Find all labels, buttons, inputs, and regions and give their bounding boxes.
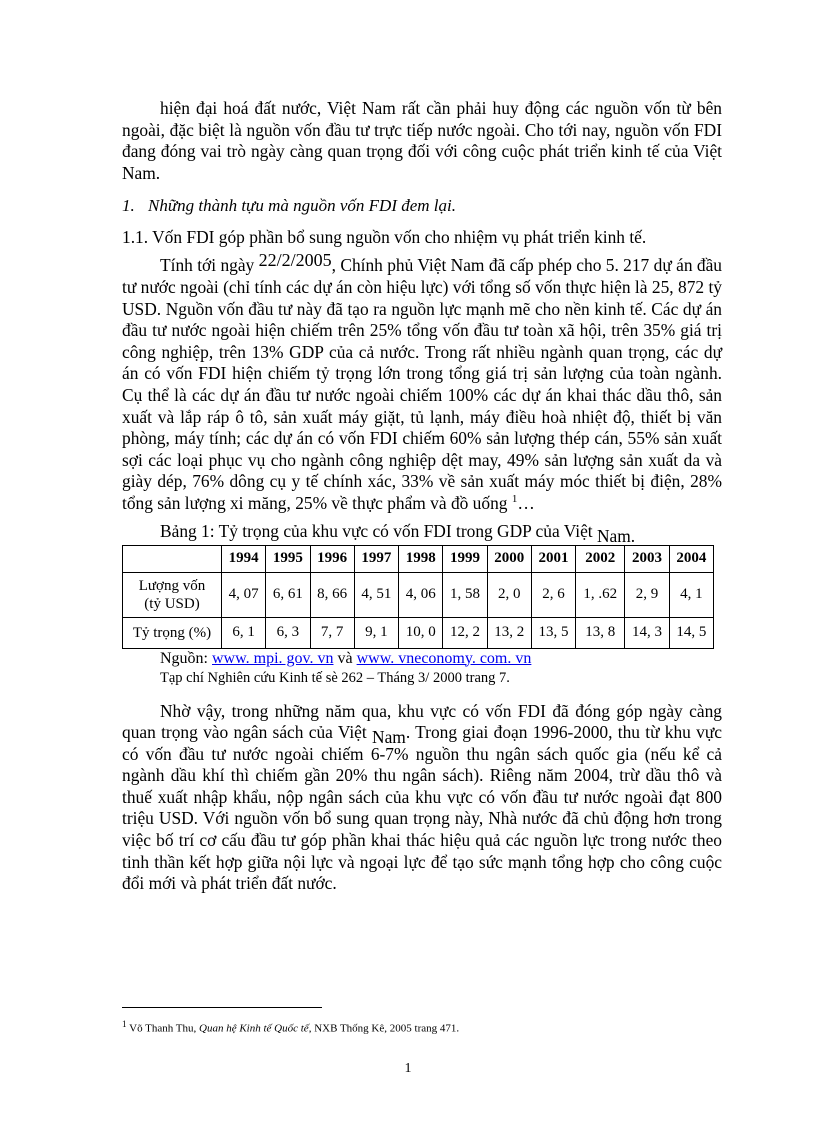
table-cell: 10, 0 — [399, 617, 443, 648]
footnote-mark: 1 — [122, 1019, 127, 1029]
table-cell: 6, 1 — [222, 617, 266, 648]
row-label: Tỷ trọng (%) — [123, 617, 222, 648]
table-cell: 1, .62 — [576, 572, 625, 617]
table-cell: 12, 2 — [443, 617, 487, 648]
page-number: 1 — [404, 1061, 412, 1076]
year-header: 2000 — [487, 545, 531, 572]
table-cell: 7, 7 — [310, 617, 354, 648]
source-and: và — [333, 649, 357, 667]
budget-paragraph — [122, 701, 722, 895]
year-header: 2001 — [531, 545, 575, 572]
section-number: 1. — [122, 196, 135, 216]
table-cell: 13, 5 — [531, 617, 575, 648]
table-cell: 2, 9 — [625, 572, 669, 617]
footnote-title: Quan hệ Kinh tế Quốc tế — [199, 1022, 309, 1035]
fdi-projects-paragraph — [122, 250, 722, 514]
year-header: 1998 — [399, 545, 443, 572]
budget-text-low: Nam — [372, 727, 406, 748]
table-row — [123, 572, 714, 617]
table-cell: 4, 06 — [399, 572, 443, 617]
budget-text-start: Nhờ vậy, trong những năm qua, khu vực có vốn FDI đã đóng góp ngày càng quan trọng vào ngân sách của Việt — [122, 700, 722, 743]
table-header-row — [123, 545, 714, 572]
table-cell: 4, 07 — [222, 572, 266, 617]
table-cell: 1, 58 — [443, 572, 487, 617]
year-header: 2002 — [576, 545, 625, 572]
table-cell: 6, 61 — [266, 572, 310, 617]
footnote — [122, 1017, 459, 1036]
table-cell: 14, 5 — [669, 617, 713, 648]
table-cell: 2, 6 — [531, 572, 575, 617]
table-cell: 2, 0 — [487, 572, 531, 617]
para-text-main: , Chính phủ Việt Nam đã cấp phép cho 5. 217 dự án đầu tư nước ngoài (chỉ tính các dự án còn hiệu lực) với tổng số vốn thực hiện là 25, 872 tỷ USD. Nguồn vốn đầu tư này đã tạo ra nguồn lực mạnh mẽ cho nền kinh tế. Các dự án đầu tư nước ngoài hiện chiếm trên 25% tổng vốn đầu tư toàn xã hội, trên 35% giá trị công nghiệp, trên 13% GDP của cả nước. Trong rất nhiều ngành quan trọng, các dự án có vốn FDI hiện chiếm tỷ trọng lớn trong tổng giá trị sản lượng của toàn ngành. Cụ thể là các dự án đầu tư nước ngoài chiếm 100% các dự án khai thác dầu thô, sản xuất và lắp ráp ô tô, sản xuất máy giặt, tủ lạnh, máy điều hoà nhiệt độ, thiết bị văn phòng, máy tính; các dự án có vốn FDI chiếm 60% sản lượng thép cán, 55% sản xuất sợi các loại phục vụ cho ngành công nghiệp dệt may, 49% sản lượng sản xuất da và giày dép, 76% dông cụ y tế chính xác, 33% về sản xuất máy móc thiết bị điện, 28% tổng sản lượng xi măng, 25% về thực phẩm và đồ uống — [122, 255, 722, 513]
year-header: 1995 — [266, 545, 310, 572]
para-text-tail: … — [517, 492, 535, 513]
year-header: 2004 — [669, 545, 713, 572]
year-header: 1997 — [354, 545, 398, 572]
table-corner-cell — [123, 545, 222, 572]
table-caption-end: Nam. — [596, 525, 636, 546]
table-cell: 4, 51 — [354, 572, 398, 617]
source-link-vneconomy[interactable]: www. vneconomy. com. vn — [356, 649, 532, 667]
table-cell: 6, 3 — [266, 617, 310, 648]
source-link-mpi[interactable]: www. mpi. gov. vn — [212, 649, 334, 667]
table-caption-main: Bảng 1: Tỷ trọng của khu vực có vốn FDI trong GDP của Việt — [160, 520, 597, 541]
table-cell: 13, 8 — [576, 617, 625, 648]
section-title: Những thành tựu mà nguồn vốn FDI đem lại. — [148, 196, 456, 216]
table-caption — [122, 520, 722, 546]
year-header: 1999 — [443, 545, 487, 572]
table-cell: 13, 2 — [487, 617, 531, 648]
budget-text-main: . Trong giai đoạn 1996-2000, thu từ khu vực có vốn đầu tư nước ngoài chiếm 6-7% nguồn thu ngân sách quốc gia (nếu kể cả ngành dầu khí thì chiếm gần 20% thu ngân sách). Riêng năm 2004, trừ dầu thô và thuế xuất nhập khẩu, nộp ngân sách của khu vực có vốn đầu tư nước ngoài đạt 800 triệu USD. Với nguồn vốn bổ sung quan trọng này, Nhà nước đã chủ động hơn trong việc bố trí cơ cấu đầu tư góp phần khai thác hiệu quả các nguồn lực trong nước theo tinh thần kết hợp giữa nội lực và ngoại lực để tạo sức mạnh tổng hợp cho công cuộc đổi mới và phát triển đất nước. — [122, 722, 722, 894]
footnote-ref[interactable]: 1 — [511, 493, 518, 506]
table-source — [160, 649, 722, 669]
license-date: 22/2/2005 — [258, 250, 332, 271]
table-cell: 8, 66 — [310, 572, 354, 617]
subsection-heading-1-1: 1.1. Vốn FDI góp phần bổ sung nguồn vốn cho nhiệm vụ phát triển kinh tế. — [122, 227, 647, 248]
year-header: 1994 — [222, 545, 266, 572]
table-row — [123, 617, 714, 648]
year-header: 1996 — [310, 545, 354, 572]
row-label-line2: (tỷ USD) — [144, 595, 200, 612]
table-cell: 4, 1 — [669, 572, 713, 617]
fdi-gdp-table — [122, 545, 714, 649]
table-cell: 14, 3 — [625, 617, 669, 648]
footnote-author: Võ Thanh Thu, — [126, 1022, 199, 1035]
footnote-rest: , NXB Thống Kê, 2005 trang 471. — [308, 1022, 460, 1035]
document-body — [122, 98, 722, 895]
intro-paragraph: hiện đại hoá đất nước, Việt Nam rất cần phải huy động các nguồn vốn từ bên ngoài, đặc biệt là nguồn vốn đầu tư trực tiếp nước ngoài. Cho tới nay, nguồn vốn FDI đang đóng vai trò ngày càng quan trọng đối với công cuộc phát triển kinh tế của Việt Nam. — [122, 98, 722, 183]
table-source-journal: Tạp chí Nghiên cứu Kinh tế sè 262 – Tháng 3/ 2000 trang 7. — [160, 669, 510, 686]
row-label — [123, 572, 222, 617]
source-prefix: Nguồn: — [160, 649, 212, 667]
table-cell: 9, 1 — [354, 617, 398, 648]
section-heading-1 — [122, 195, 722, 217]
para-text-start: Tính tới ngày — [160, 255, 259, 276]
row-label-line1: Lượng vốn — [138, 577, 206, 594]
footnote-separator — [122, 1007, 322, 1008]
year-header: 2003 — [625, 545, 669, 572]
